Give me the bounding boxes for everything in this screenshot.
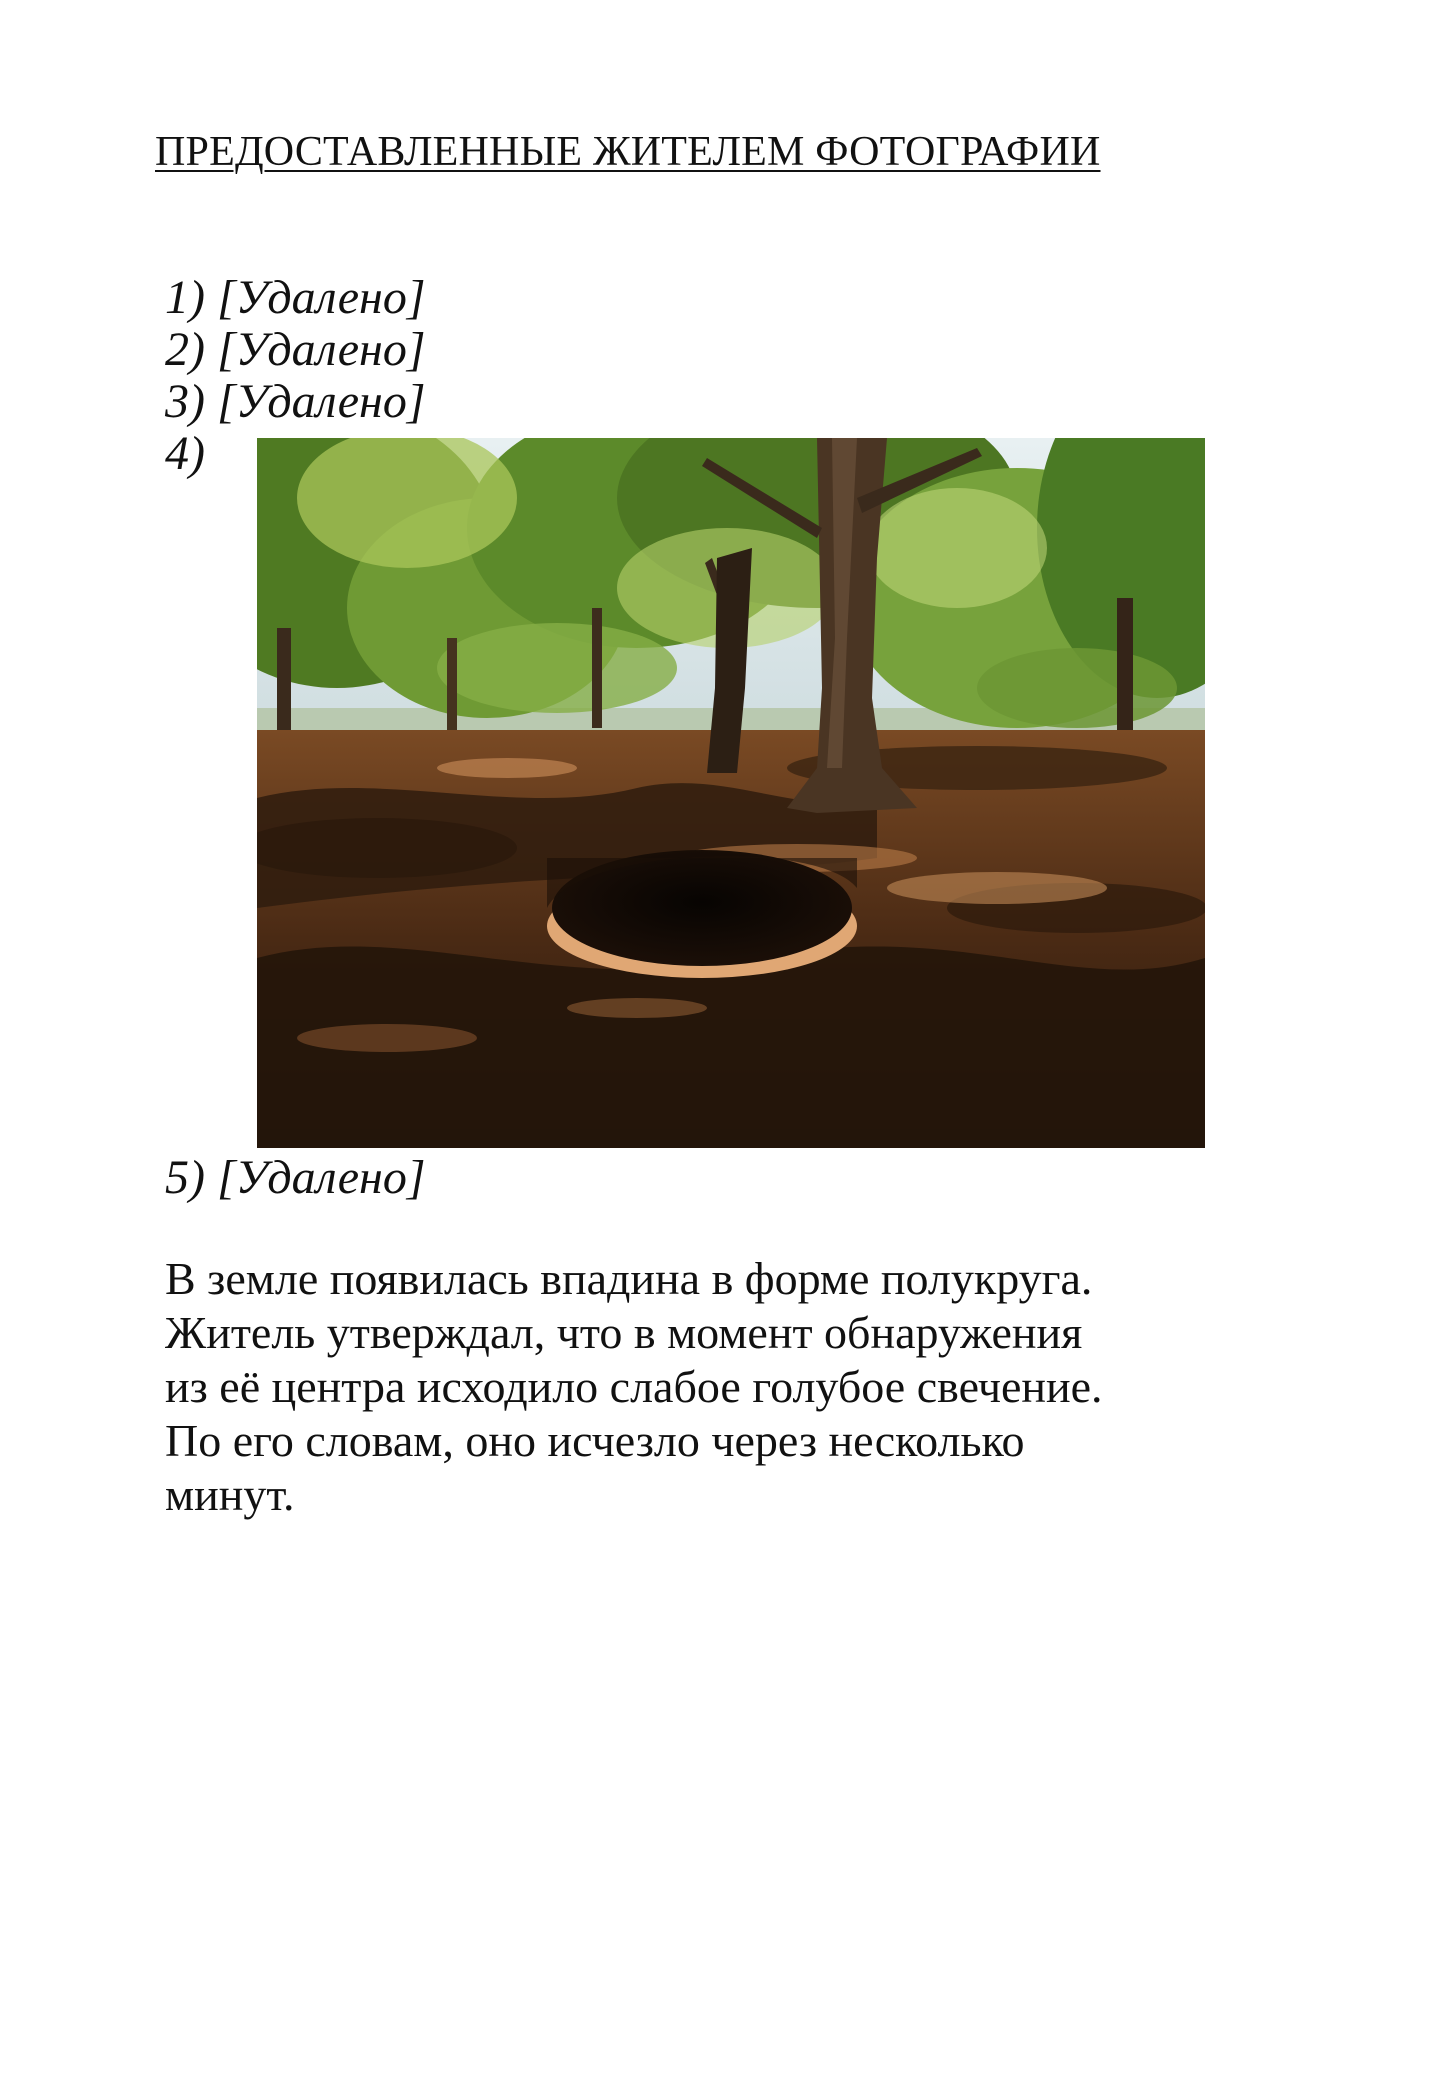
caption-line: минут. bbox=[165, 1469, 295, 1520]
list-item: 4) bbox=[165, 427, 205, 480]
caption-line: В земле появилась впадина в форме полукруга. bbox=[165, 1253, 1093, 1304]
list-item: 3) [Удалено] bbox=[165, 375, 426, 428]
caption-line: Житель утверждал, что в момент обнаружения bbox=[165, 1307, 1083, 1358]
photo-list bbox=[165, 272, 426, 428]
park-depression-photo bbox=[257, 438, 1205, 1148]
list-item: 5) [Удалено] bbox=[165, 1151, 426, 1204]
list-item: 2) [Удалено] bbox=[165, 323, 426, 376]
list-item: 1) [Удалено] bbox=[165, 271, 426, 324]
page-title: ПРЕДОСТАВЛЕННЫЕ ЖИТЕЛЕМ ФОТОГРАФИИ bbox=[155, 129, 1101, 175]
caption-line: По его словам, оно исчезло через несколько bbox=[165, 1415, 1025, 1466]
photo-caption bbox=[165, 1252, 1315, 1522]
caption-line: из её центра исходило слабое голубое свечение. bbox=[165, 1361, 1103, 1412]
